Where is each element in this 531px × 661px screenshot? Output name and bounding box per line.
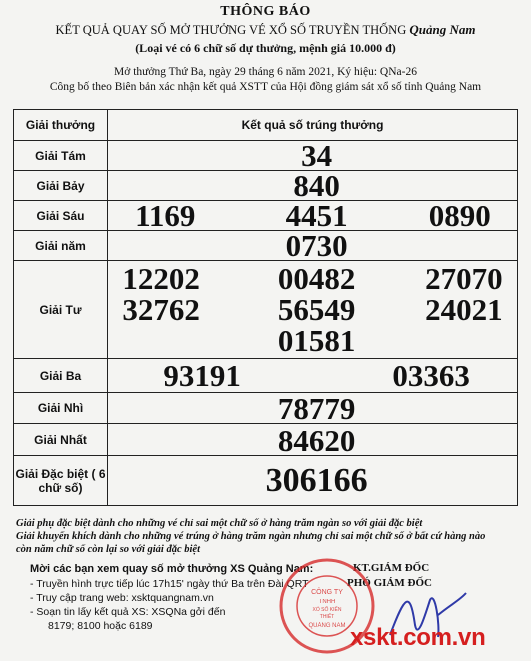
winning-number: 27070 [425, 261, 503, 296]
prize-label: Giải Tư [14, 261, 108, 359]
prize-label: Giải Sáu [14, 201, 108, 231]
watermark: xskt.com.vn [350, 624, 486, 651]
note-encouragement-cont: còn năm chữ số còn lại so với giải đặc biệt [16, 544, 201, 555]
prize-row-sixth [14, 201, 518, 231]
signer-title: KT.GIÁM ĐỐC [353, 562, 430, 574]
prize-row-first [14, 424, 518, 456]
contact-line: 8179; 8100 hoặc 6189 [48, 620, 153, 632]
result-column-header: Kết quả số trúng thưởng [108, 110, 518, 141]
notice-title: THÔNG BÁO [220, 4, 311, 19]
prize-label: Giải Bảy [14, 171, 108, 201]
svg-text:THIẾT: THIẾT [319, 614, 335, 620]
winning-number-special: 306166 [265, 462, 368, 499]
note-special-consolation: Giải phụ đặc biệt dành cho những vé chỉ sai một chữ số ở hàng trăm ngàn so với giải đặc biệt [16, 518, 423, 529]
announcement-basis: Công bố theo Biên bản xác nhận kết quả XSTT của Hội đồng giám sát xổ số tỉnh Quảng Nam [49, 81, 482, 93]
prize-row-fourth [14, 261, 518, 359]
prize-row-eighth [14, 141, 518, 171]
winning-number: 1169 [135, 200, 196, 231]
notice-subtitle [0, 22, 531, 38]
prize-column-header: Giải thưởng [14, 110, 108, 141]
note-encouragement: Giải khuyến khích dành cho những vé trúng ở hàng trăm ngàn nhưng chỉ sai một chữ số ở bất cứ hàng nào [16, 531, 486, 542]
prize-row-fifth [14, 231, 518, 261]
signer-role: PHÓ GIÁM ĐỐC [347, 577, 432, 589]
prize-label: Giải Ba [14, 359, 108, 393]
winning-number: 4451 [285, 200, 348, 231]
prize-label: Giải Tám [14, 141, 108, 171]
contact-line: - Soạn tin lấy kết quả XS: XSQNa gởi đến [30, 606, 226, 618]
svg-text:CÔNG TY: CÔNG TY [311, 589, 343, 596]
prize-row-third [14, 359, 518, 393]
prize-row-seventh [14, 171, 518, 201]
contact-line: - Truyền hình trực tiếp lúc 17h15' ngày thứ Ba trên Đài QRT [30, 578, 309, 590]
table-header-row [14, 110, 518, 141]
draw-date: Mở thưởng Thứ Ba, ngày 29 tháng 6 năm 2021, Ký hiệu: QNa-26 [114, 66, 417, 78]
prize-row-second [14, 393, 518, 424]
winning-number: 32762 [122, 292, 200, 327]
winning-number: 0890 [428, 200, 491, 231]
winning-number: 00482 [277, 261, 356, 296]
svg-text:XỔ SỐ KIẾN: XỔ SỐ KIẾN [312, 607, 342, 613]
contact-line: - Truy cập trang web: xsktquangnam.vn [30, 592, 214, 604]
winning-number: 03363 [392, 358, 470, 393]
winning-number: 34 [301, 140, 333, 171]
contact-title: Mời các bạn xem quay số mở thưởng XS Quảng Nam: [30, 563, 314, 575]
winning-number: 84620 [277, 423, 356, 456]
winning-number: 56549 [277, 292, 356, 327]
winning-number: 24021 [425, 292, 503, 327]
winning-number: 0730 [285, 230, 348, 261]
province-name: Quảng Nam [409, 22, 476, 37]
prize-label: Giải Nhất [14, 424, 108, 456]
subtitle-text: KẾT QUẢ QUAY SỐ MỞ THƯỞNG VÉ XỔ SỐ TRUYỀN THỐNG [55, 23, 407, 37]
winning-number: 93191 [163, 358, 241, 393]
svg-text:TNHH: TNHH [318, 599, 336, 605]
prize-label: Giải Nhì [14, 393, 108, 424]
prize-row-special [14, 456, 518, 506]
winning-number: 12202 [122, 261, 200, 296]
results-table [13, 109, 518, 506]
prize-label: Giải Đặc biệt ( 6 chữ số) [14, 456, 108, 506]
prize-label: Giải năm [14, 231, 108, 261]
winning-number: 840 [293, 170, 340, 201]
svg-text:QUẢNG NAM: QUẢNG NAM [308, 623, 346, 629]
winning-number: 78779 [277, 392, 356, 424]
ticket-info: (Loại vé có 6 chữ số dự thưởng, mệnh giá 10.000 đ) [135, 41, 396, 55]
winning-number: 01581 [277, 323, 356, 358]
